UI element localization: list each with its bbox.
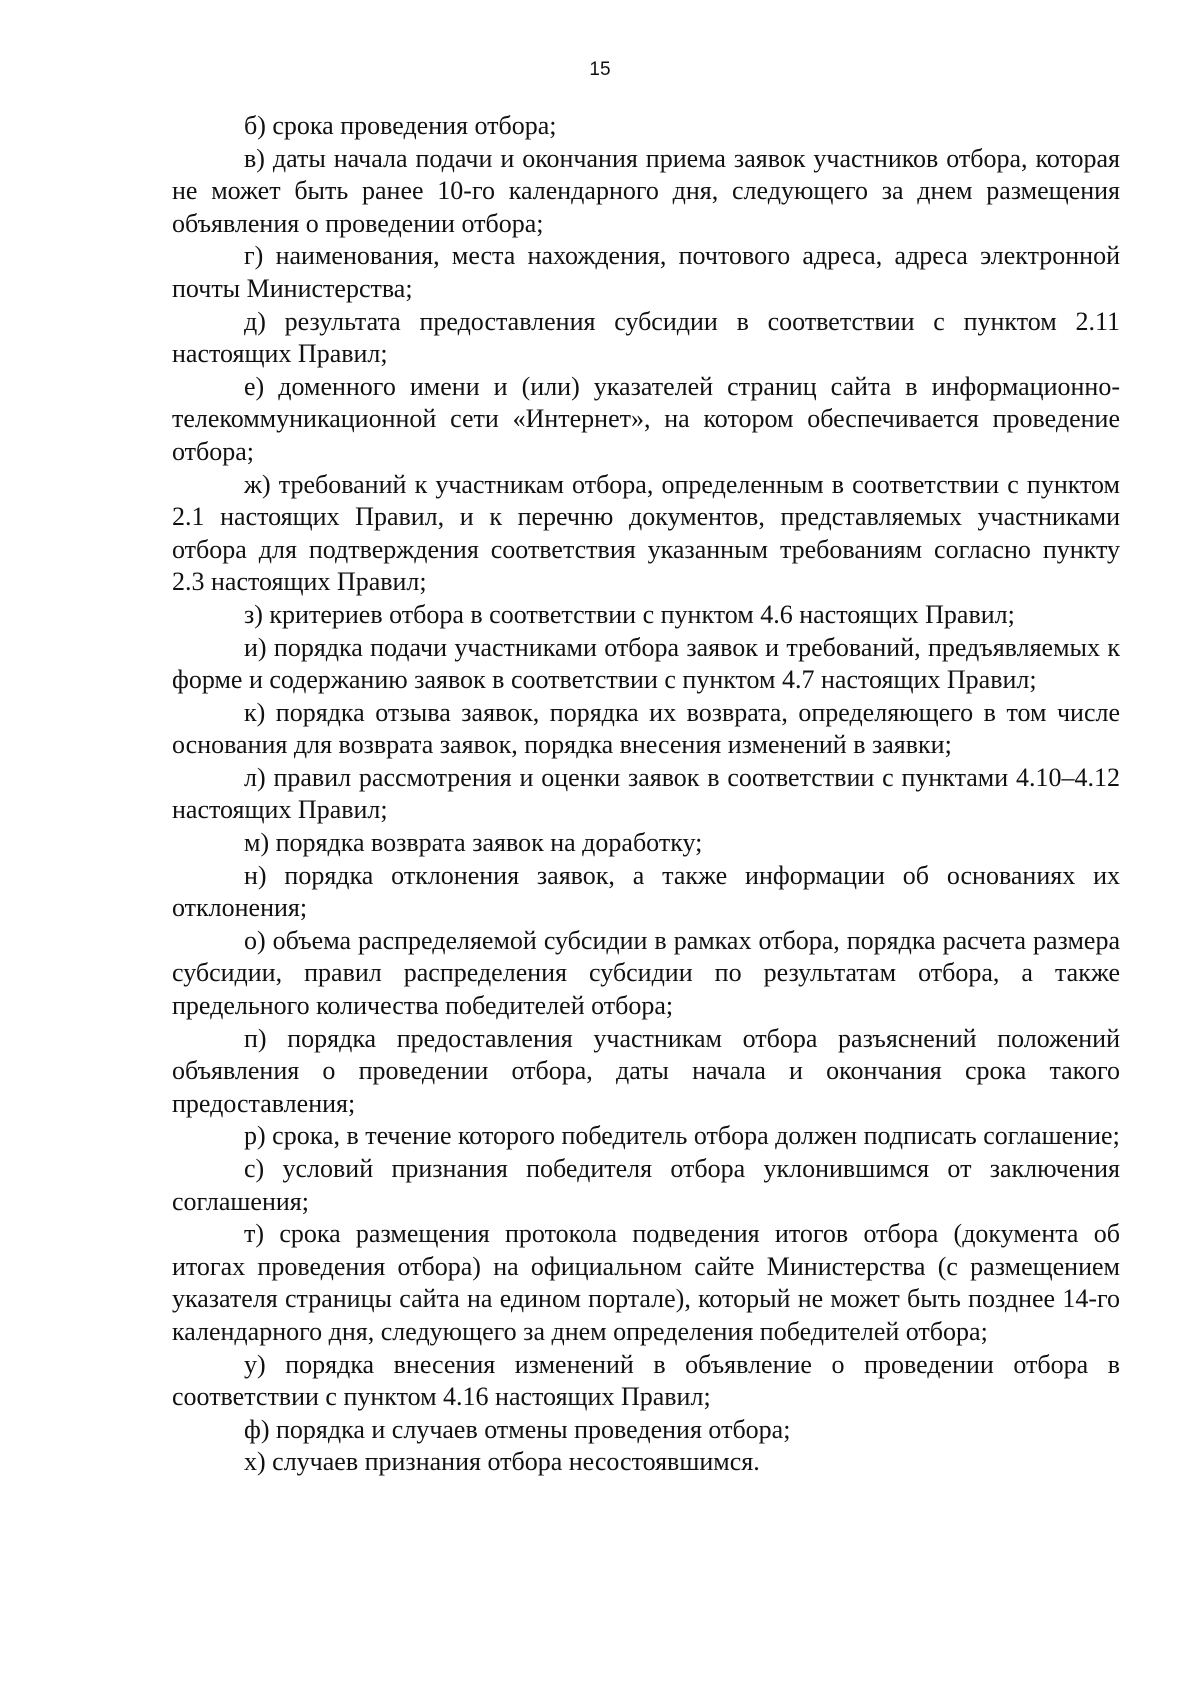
list-item-u: у) порядка внесения изменений в объявление о проведении отбора в соответствии с пунктом 4.16 настоящих Правил; — [172, 1349, 1120, 1412]
list-item-n: н) порядка отклонения заявок, а также информации об основаниях их отклонения; — [172, 860, 1120, 923]
list-item-t: т) срока размещения протокола подведения итогов отбора (документа об итогах проведения отбора) на официальном сайте Министерства (с размещением указателя страницы сайта на едином портале), который не может быть позднее 14-го календарного дня, следующего за днем определения победителей отбора; — [172, 1219, 1120, 1346]
list-item-o: о) объема распределяемой субсидии в рамках отбора, порядка расчета размера субсидии, правил распределения субсидии по результатам отбора, а также предельного количества победителей отбора; — [172, 925, 1120, 1021]
list-item-b: б) срока проведения отбора; — [244, 111, 557, 140]
list-item-e: е) доменного имени и (или) указателей страниц сайта в информационно-телекоммуникационной сети «Интернет», на котором обеспечивается проведение отбора; — [172, 371, 1120, 466]
list-item-z: з) критериев отбора в соответствии с пунктом 4.6 настоящих Правил; — [244, 599, 1015, 629]
page-number: 15 — [589, 59, 611, 80]
list-item-l: л) правил рассмотрения и оценки заявок в соответствии с пунктами 4.10–4.12 настоящих Правил; — [172, 762, 1120, 825]
list-item-zh: ж) требований к участникам отбора, определенным в соответствии с пунктом 2.1 настоящих Правил, и к перечню документов, представляемых участниками отбора для подтверждения соответствия указанным требованиям согласно пункту 2.3 настоящих Правил; — [172, 469, 1120, 597]
list-item-v: в) даты начала подачи и окончания приема заявок участников отбора, которая не может быть ранее 10-го календарного дня, следующего за днем размещения объявления о проведении отбора; — [172, 143, 1120, 238]
list-item-r: р) срока, в течение которого победитель отбора должен подписать соглашение; — [244, 1121, 1120, 1151]
list-item-s: с) условий признания победителя отбора уклонившимся от заключения соглашения; — [172, 1154, 1120, 1216]
list-item-kh: х) случаев признания отбора несостоявшимся. — [244, 1447, 760, 1477]
list-item-p: п) порядка предоставления участникам отбора разъяснений положений объявления о проведении отбора, даты начала и окончания срока такого предоставления; — [172, 1023, 1120, 1118]
list-item-i: и) порядка подачи участниками отбора заявок и требований, предъявляемых к форме и содержанию заявок в соответствии с пунктом 4.7 настоящих Правил; — [172, 632, 1120, 695]
list-item-g: г) наименования, места нахождения, почтового адреса, адреса электронной почты Министерства; — [172, 241, 1120, 303]
list-item-m: м) порядка возврата заявок на доработку; — [244, 828, 703, 858]
list-item-k: к) порядка отзыва заявок, порядка их возврата, определяющего в том числе основания для возврата заявок, порядка внесения изменений в заявки; — [172, 697, 1120, 760]
list-item-d: д) результата предоставления субсидии в соответствии с пунктом 2.11 настоящих Правил; — [172, 306, 1120, 369]
list-item-f: ф) порядка и случаев отмены проведения отбора; — [244, 1414, 791, 1444]
document-body — [172, 110, 1120, 1479]
